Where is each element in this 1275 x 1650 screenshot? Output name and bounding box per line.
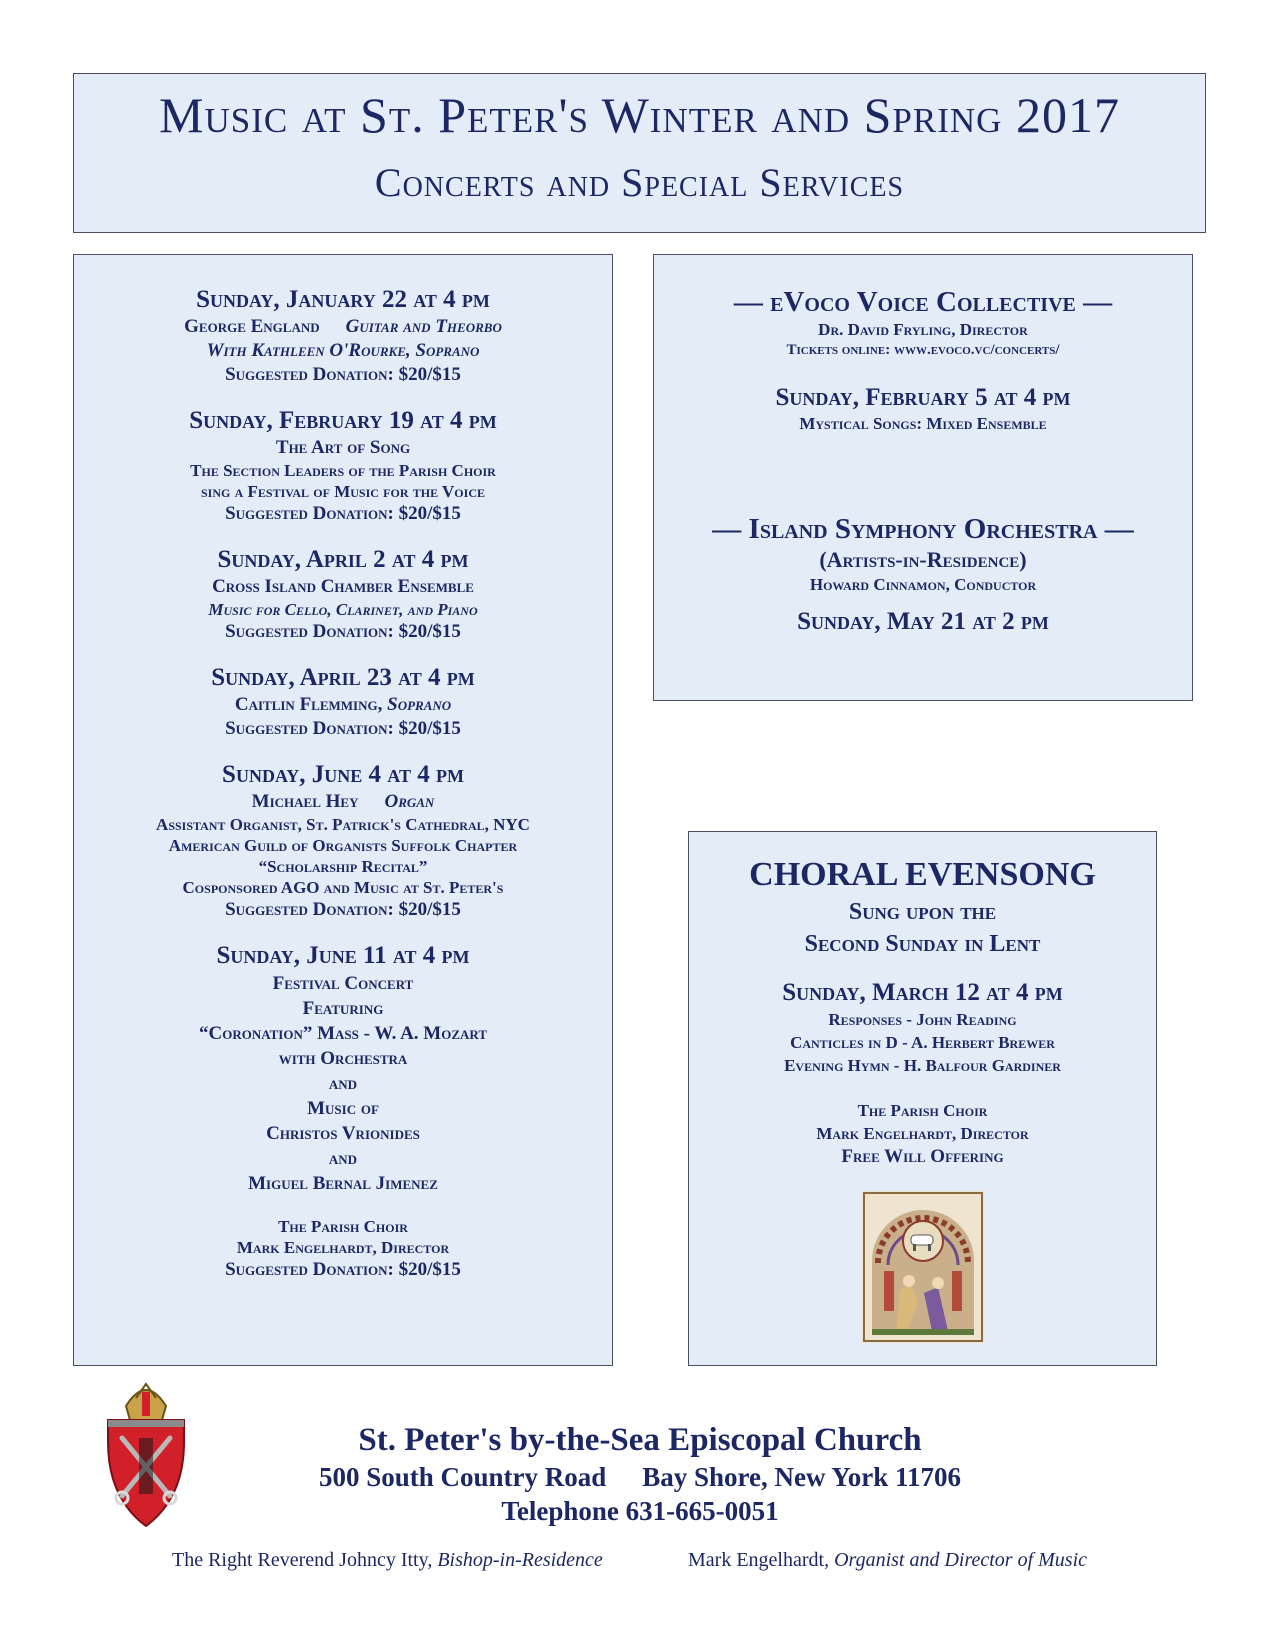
bishop-credit (172, 1549, 603, 1572)
church-address (220, 1462, 1060, 1493)
instrument: Organ (384, 791, 435, 812)
evoco-date: Sunday, February 5 at 4 pm (775, 384, 1071, 411)
event-feb-19 (74, 406, 612, 526)
evoco-director: Dr. David Fryling, Director (818, 320, 1028, 339)
event-detail: Festival Concert (272, 973, 414, 994)
event-title: Cross Island Chamber Ensemble (212, 576, 474, 597)
event-detail: “Coronation” Mass - W. A. Mozart (198, 1023, 488, 1044)
choir-name: The Parish Choir (278, 1217, 408, 1236)
event-jun-11 (74, 941, 612, 1282)
voice-type: Soprano (387, 694, 452, 715)
guest-performer: With Kathleen O'Rourke, Soprano (206, 340, 480, 361)
page-subtitle: Concerts and Special Services (374, 160, 905, 205)
donation-text: Suggested Donation: $20/$15 (225, 899, 461, 920)
event-jan-22 (74, 285, 612, 387)
event-detail: and (328, 1148, 358, 1169)
evoco-title: — eVoco Voice Collective — (733, 286, 1113, 318)
event-apr-2 (74, 545, 612, 644)
event-date: Sunday, February 19 at 4 pm (189, 407, 497, 434)
concert-list-panel (73, 254, 613, 1366)
church-telephone: Telephone 631-665-0051 (501, 1496, 779, 1526)
event-detail: Featuring (302, 998, 384, 1019)
performer-name: Michael Hey (251, 791, 359, 812)
church-name: St. Peter's by-the-Sea Episcopal Church (358, 1422, 922, 1458)
event-detail: sing a Festival of Music for the Voice (201, 482, 485, 501)
donation-text: Suggested Donation: $20/$15 (225, 621, 461, 642)
choral-date: Sunday, March 12 at 4 pm (782, 979, 1063, 1006)
choral-subtitle: Sung upon the (848, 899, 997, 925)
event-detail: Assistant Organist, St. Patrick's Cathedral, NYC (156, 815, 530, 834)
event-jun-4 (74, 760, 612, 922)
choral-detail: Canticles in D - A. Herbert Brewer (790, 1033, 1055, 1052)
iso-title: — Island Symphony Orchestra — (712, 513, 1134, 545)
event-detail: and (328, 1073, 358, 1094)
choral-detail: Responses - John Reading (828, 1010, 1017, 1029)
event-detail: Christos Vrionides (266, 1123, 420, 1144)
choral-evensong-panel (688, 831, 1157, 1366)
event-title: The Art of Song (275, 437, 411, 458)
evoco-program: Mystical Songs: Mixed Ensemble (799, 414, 1047, 433)
event-detail: “Scholarship Recital” (258, 857, 428, 876)
donation-text: Suggested Donation: $20/$15 (225, 1259, 461, 1280)
header-banner (73, 73, 1206, 233)
city-state-zip: Bay Shore, New York 11706 (642, 1462, 962, 1492)
event-detail: Music of (307, 1098, 379, 1119)
donation-text: Suggested Donation: $20/$15 (225, 503, 461, 524)
choral-title: CHORAL EVENSONG (749, 856, 1096, 893)
bishop-role: Bishop-in-Residence (437, 1549, 603, 1571)
choral-subtitle: Second Sunday in Lent (804, 931, 1041, 957)
event-date: Sunday, June 11 at 4 pm (216, 942, 470, 969)
evoco-tickets: Tickets online: www.evoco.vc/concerts/ (786, 342, 1060, 358)
event-detail: Music for Cello, Clarinet, and Piano (208, 600, 478, 619)
donation-text: Suggested Donation: $20/$15 (225, 364, 461, 385)
choir-name: The Parish Choir (857, 1101, 988, 1120)
iso-date: Sunday, May 21 at 2 pm (797, 608, 1049, 635)
illuminated-manuscript-image (862, 1191, 984, 1343)
event-date: Sunday, April 23 at 4 pm (211, 664, 475, 691)
guest-ensembles-panel (653, 254, 1193, 701)
organist-role: Organist and Director of Music (834, 1549, 1088, 1571)
bishop-name: The Right Reverend Johncy Itty, (172, 1549, 438, 1571)
choir-director: Mark Engelhardt, Director (236, 1238, 450, 1257)
choir-director: Mark Engelhardt, Director (816, 1124, 1029, 1143)
event-detail: Cosponsored AGO and Music at St. Peter's (182, 878, 504, 897)
offering-text: Free Will Offering (841, 1146, 1004, 1167)
event-date: Sunday, January 22 at 4 pm (196, 286, 490, 313)
performer-name: George England (184, 316, 320, 337)
event-apr-23 (74, 663, 612, 741)
performer-name: Caitlin Flemming, (234, 694, 388, 715)
event-date: Sunday, June 4 at 4 pm (222, 761, 464, 788)
choral-detail: Evening Hymn - H. Balfour Gardiner (784, 1056, 1061, 1075)
donation-text: Suggested Donation: $20/$15 (225, 718, 461, 739)
organist-credit (688, 1549, 1087, 1572)
event-detail: The Section Leaders of the Parish Choir (190, 461, 496, 480)
event-detail: with Orchestra (278, 1048, 408, 1069)
event-date: Sunday, April 2 at 4 pm (217, 546, 469, 573)
instrument: Guitar and Theorbo (345, 316, 502, 337)
page-title: Music at St. Peter's Winter and Spring 2017 (159, 87, 1120, 143)
street-address: 500 South Country Road (318, 1462, 607, 1492)
event-detail: Miguel Bernal Jimenez (248, 1173, 438, 1194)
event-detail: American Guild of Organists Suffolk Chapter (168, 836, 518, 855)
organist-name: Mark Engelhardt, (688, 1549, 835, 1571)
iso-conductor: Howard Cinnamon, Conductor (809, 575, 1037, 594)
iso-residence: (Artists-in-Residence) (819, 547, 1027, 572)
diocesan-shield-logo (92, 1376, 200, 1534)
